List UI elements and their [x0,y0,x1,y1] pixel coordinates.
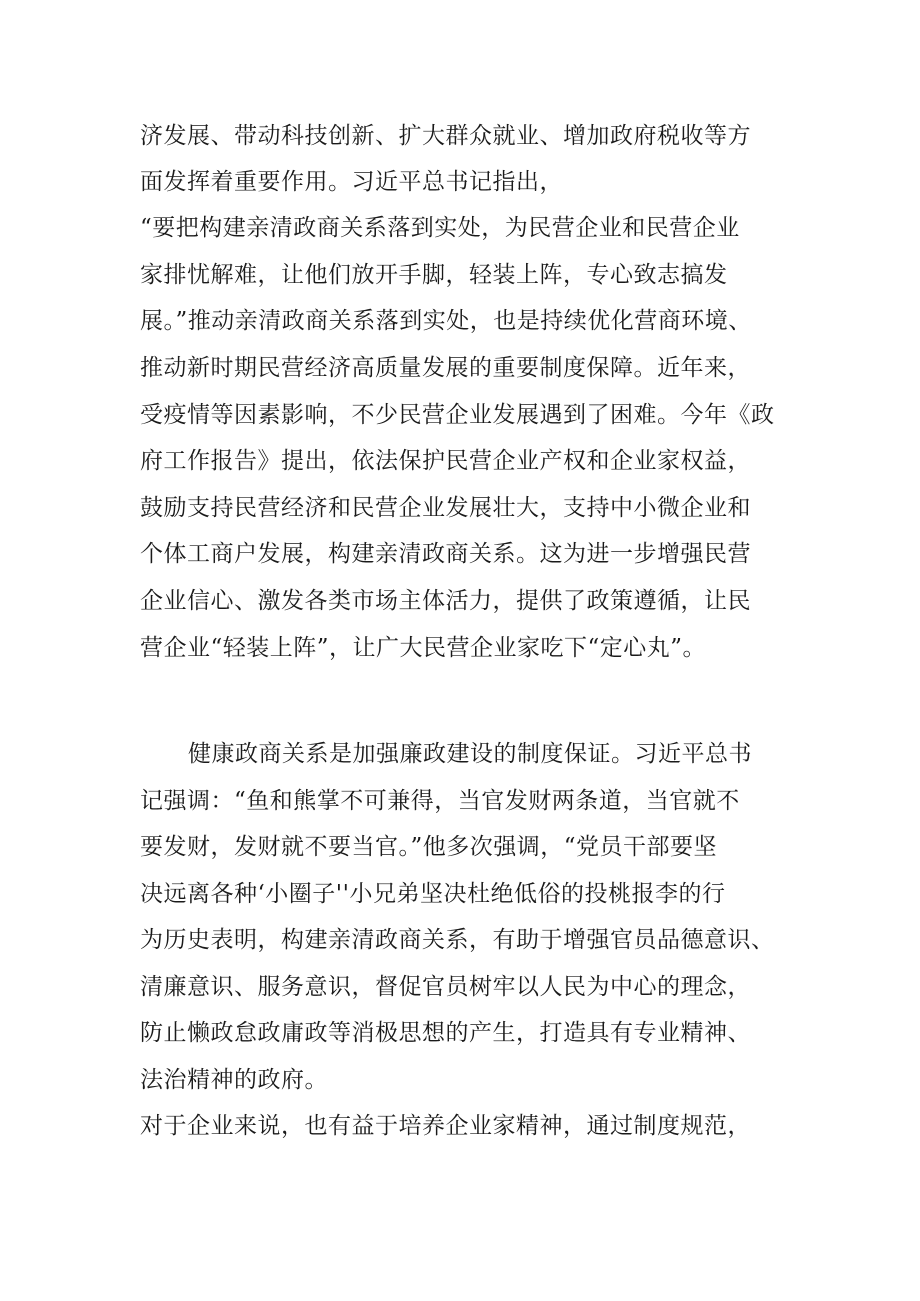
paragraph-2-line-8: 法治精神的政府。 [140,1067,328,1093]
paragraph-2-line-7: 防止懒政怠政庸政等消极思想的产生，打造具有专业精神、 [140,1020,751,1046]
paragraph-1-line-5: 展。”推动亲清政商关系落到实处，也是持续优化营商环境、 [140,308,752,334]
paragraph-2-line-1: 健康政商关系是加强廉政建设的制度保证。习近平总书 [188,741,752,767]
paragraph-3-line-1: 对于企业来说，也有益于培养企业家精神，通过制度规范， [140,1113,751,1139]
paragraph-1-line-6: 推动新时期民营经济高质量发展的重要制度保障。近年来， [140,355,751,381]
paragraph-2-line-5: 为历史表明，构建亲清政商关系，有助于增强官员品德意识、 [140,927,775,953]
paragraph-1-line-11: 企业信心、激发各类市场主体活力，提供了政策遵循，让民 [140,588,751,614]
paragraph-1-line-8: 府工作报告》提出，依法保护民营企业产权和企业家权益， [140,448,751,474]
paragraph-1-line-9: 鼓励支持民营经济和民营企业发展壮大，支持中小微企业和 [140,495,751,521]
paragraph-1-line-4: 家排忧解难，让他们放开手脚，轻装上阵，专心致志搞发 [140,262,728,288]
paragraph-1-line-2: 面发挥着重要作用。习近平总书记指出， [140,169,563,195]
paragraph-2-line-4: 决远离各种‘小圈子''小兄弟坚决杜绝低俗的投桃报李的行 [140,881,726,907]
paragraph-1-line-3: “要把构建亲清政商关系落到实处，为民营企业和民营企业 [140,215,740,241]
paragraph-2-line-2: 记强调：“鱼和熊掌不可兼得，当官发财两条道，当官就不 [140,788,740,814]
paragraph-2-line-3: 要发财，发财就不要当官。”他多次强调，“党员干部要坚 [140,834,718,860]
paragraph-1-line-1: 济发展、带动科技创新、扩大群众就业、增加政府税收等方 [140,123,751,149]
paragraph-1-line-7: 受疫情等因素影响，不少民营企业发展遇到了困难。今年《政 [140,402,775,428]
paragraph-1-line-12: 营企业“轻装上阵”，让广大民营企业家吃下“定心丸”。 [140,635,707,661]
paragraph-1-line-10: 个体工商户发展，构建亲清政商关系。这为进一步增强民营 [140,541,751,567]
paragraph-2-line-6: 清廉意识、服务意识，督促官员树牢以人民为中心的理念， [140,974,751,1000]
